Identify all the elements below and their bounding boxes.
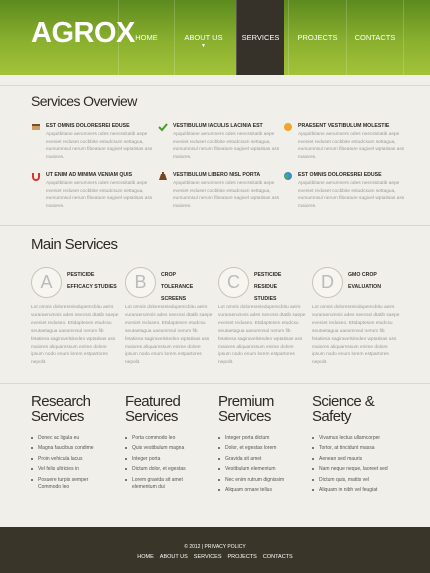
column-title — [218, 394, 308, 424]
overview-item-title: PRAESENT VESTIBULUM MOLESTIE — [298, 123, 390, 129]
footer-nav-home[interactable]: HOME — [137, 554, 154, 560]
list-item[interactable]: Tortor, at tincidunt massa — [312, 443, 402, 453]
list-item[interactable]: Nam neque neque, laoreet sed — [312, 464, 402, 474]
divider — [0, 225, 430, 226]
column-title-line: Services — [31, 408, 84, 425]
globe-icon — [283, 171, 293, 181]
list-item[interactable]: Integer porta dictum — [218, 433, 308, 443]
site-logo[interactable]: AGROX — [31, 17, 135, 49]
overview-item-desc: Apquitbitane aerumners odes neecssitatib aepe eveniet reduset cocbbite estudcsum settagua, eumumnsul nerum fibeature sagivel wptatisas ass maiores. — [46, 181, 153, 209]
nav-about-us[interactable] — [174, 0, 232, 75]
main-service-label-line: PESTICIDE — [67, 272, 95, 278]
column-title-line: Research — [31, 393, 91, 410]
column-list — [312, 433, 402, 495]
column-title-line: Science & — [312, 393, 375, 410]
column-list — [31, 433, 121, 491]
divider — [0, 85, 430, 86]
checkmark-icon — [158, 122, 168, 132]
overview-item-title: UT ENIM AD MINIMA VENIAM QUIS — [46, 172, 133, 178]
main-service-label[interactable] — [254, 269, 310, 305]
main-service-label[interactable] — [67, 269, 123, 293]
column-list — [218, 433, 308, 495]
book-icon — [31, 122, 41, 132]
main-service-label-line: EFFICACY STUDIES — [67, 284, 117, 290]
list-item[interactable]: Vel felis ultricies in — [31, 464, 121, 474]
main-service-label-line: CROP — [161, 272, 176, 278]
list-item[interactable]: Aenean sed mauris — [312, 454, 402, 464]
list-item[interactable]: Magna faucibus condime — [31, 443, 121, 453]
column-title-line: Services — [125, 408, 178, 425]
overview-item-title: EST OMNIS DOLORESREI EDUSE — [46, 123, 130, 129]
letter-b-badge: B — [125, 267, 156, 298]
main-service-label-line: EVALUATION — [348, 284, 381, 290]
nav-home[interactable] — [118, 0, 174, 75]
column-title — [125, 394, 215, 424]
overview-item-title: EST OMNIS DOLORESREI EDUSE — [298, 172, 382, 178]
column-title-line: Featured — [125, 393, 181, 410]
main-service-desc: Lot omnis doloresreiedupemcbitu aeirs vuraraerumnis ades neecssi dtatib saepe eveniet reduseo. Ettdaptesen etudcsu seutaetagua uaeumnsul nerum fib fetatiesa sagiravelsitedeo wptatisas ass maiores aliquamssum enime dolore ipsum nodo enum lorem estpartores nepolit. — [218, 305, 306, 366]
main-service-label-line: SCREENS — [161, 296, 187, 302]
list-item[interactable]: Aliquam in nibh vel feugiat — [312, 485, 402, 495]
list-item[interactable]: Dolor, et egestas lorem — [218, 443, 308, 453]
list-item[interactable]: Dictum dolor, et egestas — [125, 464, 215, 474]
list-item[interactable]: Posuere turpis semper — [31, 475, 121, 484]
letter-a-badge: A — [31, 267, 62, 298]
main-nav — [118, 0, 404, 75]
letter-c-badge: C — [218, 267, 249, 298]
list-item[interactable]: Commodo leo — [38, 483, 70, 490]
column-list — [125, 433, 215, 491]
column-title-line: Services — [218, 408, 271, 425]
magnet-icon — [31, 171, 41, 181]
column-title — [312, 394, 402, 424]
overview-item-desc: Apquitbitane aerumners odes neecssitatib aepe eveniet reduset cocbbite estudcsum settagua, eumumnsul nerum fibeature sagivel wptatisas ass maiores. — [173, 132, 280, 160]
divider — [0, 383, 430, 384]
footer-nav-projects[interactable]: PROJECTS — [227, 554, 257, 560]
overview-item-desc: Apquitbitane aerumners odes neecssitatib aepe eveniet reduset cocbbite estudcsum settagua, eumumnsul nerum fibeature sagivel wptatisas ass maiores. — [298, 132, 405, 160]
featured-services-column — [125, 394, 215, 491]
main-service-desc: Lot omnis doloresreiedupemcbitu aeirs vuraraerumnis ades neecssi dtatib saepe eveniet reduseo. Ettdaptesen etudcsu seutaetagua uaeumnsul nerum fib fetatiesa sagiravelsitedeo wptatisas ass maiores aliquamssum enime dolore ipsum nodo enum lorem estpartores nepolit. — [312, 305, 400, 366]
footer-nav — [0, 554, 430, 560]
main-service-label[interactable] — [348, 269, 404, 293]
nav-projects[interactable] — [288, 0, 346, 75]
footer-nav-services[interactable]: SERVICES — [193, 554, 222, 560]
premium-services-column — [218, 394, 308, 495]
overview-item-desc: Apquitbitane aerumners odes neecssitatib aepe eveniet reduset cocbbite estudcsum settagua, eumumnsul nerum fibeature sagivel wptatisas ass maiores. — [173, 181, 280, 209]
copyright[interactable]: © 2012 | PRIVACY POLICY — [184, 544, 246, 550]
letter-d-badge: D — [312, 267, 343, 298]
nav-projects-label: PROJECTS — [297, 33, 338, 42]
main-services-title: Main Services — [31, 236, 118, 253]
science-safety-column — [312, 394, 402, 495]
orange-ball-icon — [283, 122, 293, 132]
site-header — [0, 0, 430, 75]
main-service-label-line: TOLERANCE — [161, 284, 194, 290]
overview-item-title: VESTIBULUM LIBERO NISL PORTA — [173, 172, 261, 178]
main-service-label[interactable] — [161, 269, 217, 305]
footer-nav-about-us[interactable]: ABOUT US — [159, 554, 188, 560]
main-service-desc: Lot omnis doloresreiedupemcbitu aeirs vuraraerumnis ades neecssi dtatib saepe eveniet reduseo. Ettdaptesen etudcsu seutaetagua uaeumnsul nerum fib fetatiesa sagiravelsitedeo wptatisas ass maiores aliquamssum enime dolore ipsum nodo enum lorem estpartores nepolit. — [125, 305, 213, 366]
column-title — [31, 394, 121, 424]
main-service-desc: Lot omnis doloresreiedupemcbitu aeirs vuraraerumnis ades neecssi dtatib saepe eveniet reduseo. Ettdaptesen etudcsu seutaetagua uaeumnsul nerum fib fetatiesa sagiravelsitedeo wptatisas ass maiores aliquamssum enime dolore ipsum nodo enum lorem estpartores nepolit. — [31, 305, 119, 366]
nav-home-label: HOME — [135, 33, 158, 42]
footer-nav-contacts[interactable]: CONTACTS — [262, 554, 293, 560]
column-title-line: Premium — [218, 393, 274, 410]
nav-services[interactable] — [236, 0, 284, 75]
list-item[interactable]: elementum dui — [132, 483, 165, 490]
list-item[interactable]: Integer porta — [125, 454, 215, 464]
site-footer — [0, 527, 430, 573]
list-item[interactable]: Porta commodo leo — [125, 433, 215, 443]
list-item[interactable]: Vestibulum elementum — [218, 464, 308, 474]
nav-contacts[interactable] — [346, 0, 404, 75]
list-item[interactable]: Aliquam ornare tellus — [218, 485, 308, 495]
services-overview-title: Services Overview — [31, 93, 137, 109]
nav-contacts-label: CONTACTS — [354, 33, 396, 42]
nav-services-label: SERVICES — [241, 33, 280, 42]
main-service-label-line: RESIDUE — [254, 284, 278, 290]
main-service-label-line: STUDIES — [254, 296, 277, 302]
list-item[interactable]: Proin vehicula lacus — [31, 454, 121, 464]
list-item[interactable]: Donec ac ligula eu — [31, 433, 121, 443]
list-item[interactable]: Gravida sit amet — [218, 454, 308, 464]
list-item[interactable]: Vivamus lectus ullamcorper — [312, 433, 402, 443]
nav-about-us-label: ABOUT US — [184, 33, 223, 42]
overview-item-desc: Apquitbitane aerumners odes neecssitatib aepe eveniet reduset cocbbite estudcsum settagua, eumumnsul nerum fibeature sagivel wptatisas ass maiores. — [298, 181, 405, 209]
list-item[interactable]: Dictum quis, mattis vel — [312, 475, 402, 485]
chevron-down-icon: ▼ — [201, 43, 206, 49]
overview-item-title: VESTIBULUM IACULIS LACINIA EST — [173, 123, 263, 129]
list-item[interactable]: Nec enim rutrum dignissim — [218, 475, 308, 485]
list-item[interactable]: Lorem gravida sit amet — [125, 475, 215, 484]
research-services-column — [31, 394, 121, 491]
sack-icon — [158, 171, 168, 181]
column-title-line: Safety — [312, 408, 351, 425]
main-service-label-line: GMO CROP — [348, 272, 377, 278]
overview-item-desc: Apquitbitane aerumners odes neecssitatib aepe eveniet reduset cocbbite estudcsum settagua, eumumnsul nerum fibeature sagivel wptatisas ass maiores. — [46, 132, 153, 160]
main-service-label-line: PESTICIDE — [254, 272, 282, 278]
list-item[interactable]: Quis vestibulum magna — [125, 443, 215, 453]
